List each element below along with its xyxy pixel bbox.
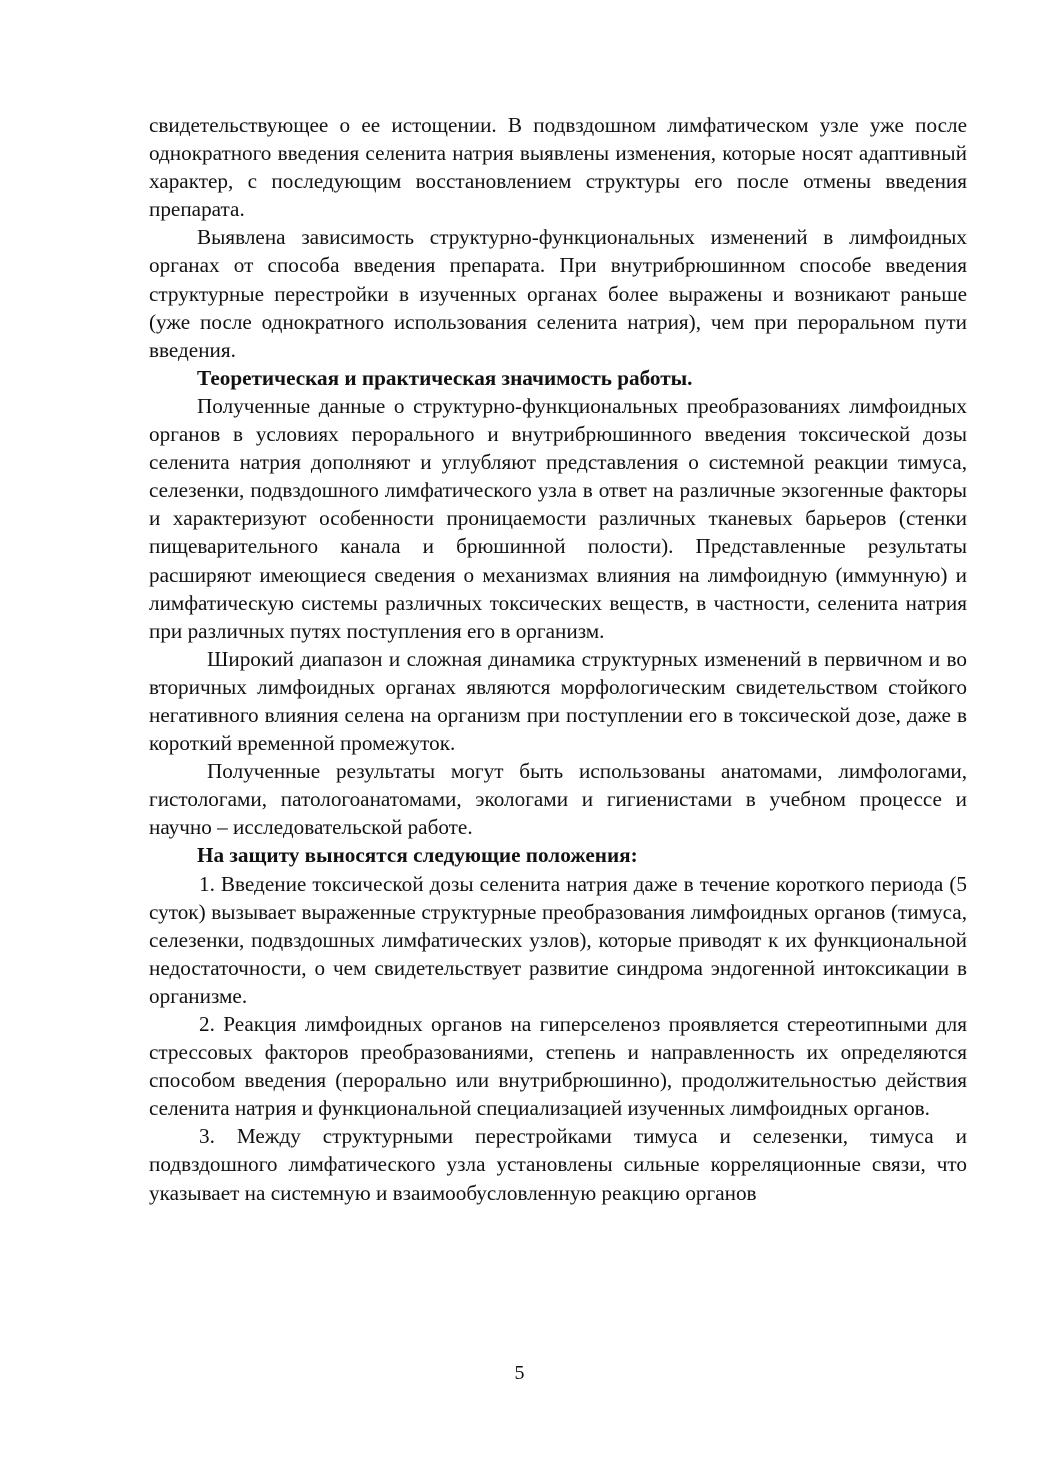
page-number: 5 — [514, 1362, 525, 1384]
paragraph-dependence: Выявлена зависимость структурно-функциональных изменений в лимфоидных органах от способа введения препарата. При внутрибрюшинном способе введения структурные перестройки в изученных органах более выражены и возникают раньше (уже после однократного использования селенита натрия), чем при пероральном пути введения. — [149, 225, 967, 362]
paragraph-results-usage: Полученные результаты могут быть использованы анатомами, лимфологами, гистологами, патологоанатомами, экологами и гигиенистами в учебном процессе и научно – исследовательской работе. — [149, 759, 967, 840]
section-heading-significance: Теоретическая и практическая значимость работы. — [197, 365, 693, 390]
list-item-1: 1. Введение токсической дозы селенита натрия даже в течение короткого периода (5 суток) вызывает выраженные структурные преобразования лимфоидных органов (тимуса, селезенки, подвздошных лимфатических узлов), которые приводят к их функциональной недостаточности, о чем свидетельствует развитие синдрома эндогенной интоксикации в организме. — [149, 871, 967, 1008]
paragraph-significance: Полученные данные о структурно-функциональных преобразованиях лимфоидных органов в условиях перорального и внутрибрюшинного введения токсической дозы селенита натрия дополняют и углубляют представления о системной реакции тимуса, селезенки, подвздошного лимфатического узла в ответ на различные экзогенные факторы и характеризуют особенности проницаемости различных тканевых барьеров (стенки пищеварительного канала и брюшинной полости). Представленные результаты расширяют имеющиеся сведения о механизмах влияния на лимфоидную (иммунную) и лимфатическую системы различных токсических веществ, в частности, селенита натрия при различных путях поступления его в организм. — [149, 393, 967, 643]
document-body — [149, 111, 967, 1207]
list-item-2: 2. Реакция лимфоидных органов на гиперселеноз проявляется стереотипными для стрессовых факторов преобразованиями, степень и направленность их определяются способом введения (перорально или внутрибрюшинно), продолжительностью действия селенита натрия и функциональной специализацией изученных лимфоидных органов. — [149, 1012, 967, 1121]
paragraph-wide-range: Широкий диапазон и сложная динамика структурных изменений в первичном и во вторичных лимфоидных органах являются морфологическим свидетельством стойкого негативного влияния селена на организм при поступлении его в токсической дозе, даже в короткий временной промежуток. — [149, 646, 967, 756]
section-heading-defense: На защиту выносятся следующие положения: — [197, 843, 638, 868]
list-item-3: 3. Между структурными перестройками тимуса и селезенки, тимуса и подвздошного лимфатического узла установлены сильные корреляционные связи, что указывает на системную и взаимообусловленную реакцию органов — [149, 1124, 967, 1205]
paragraph-continuation: свидетельствующее о ее истощении. В подвздошном лимфатическом узле уже после однократного введения селенита натрия выявлены изменения, которые носят адаптивный характер, с последующим восстановлением структуры его после отмены введения препарата. — [149, 113, 967, 222]
